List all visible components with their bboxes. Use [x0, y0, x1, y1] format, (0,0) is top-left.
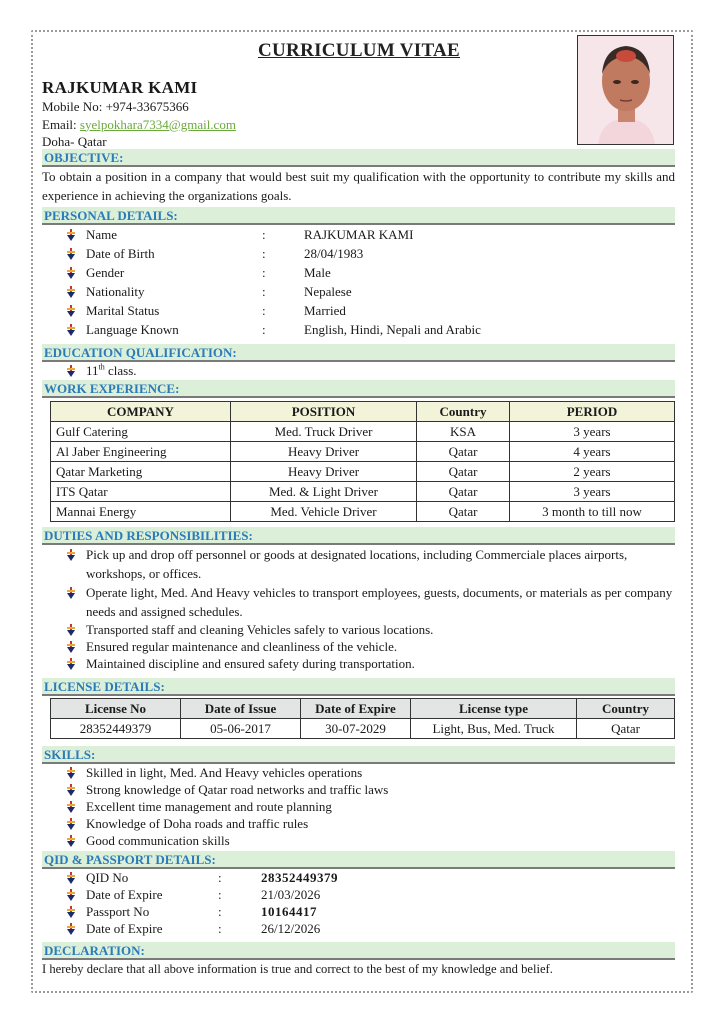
qid-passport-heading: QID & PASSPORT DETAILS: [42, 851, 675, 869]
portrait-image [578, 36, 674, 145]
document-title: CURRICULUM VITAE [258, 40, 461, 61]
bullet-arrow-icon [66, 305, 76, 317]
email-link[interactable]: syelpokhara7334@gmail.com [79, 116, 236, 132]
column-header: Country [577, 699, 675, 719]
skill-item: Good communication skills [42, 832, 675, 849]
objective-text: To obtain a position in a company that would best suit my qualification with the opportunity to contribute my skills and experience in achieving the organizations goals. [42, 169, 675, 203]
mobile-number: +974-33675366 [105, 99, 189, 114]
mobile-label: Mobile No: [42, 99, 106, 114]
bullet-arrow-icon [66, 835, 76, 847]
declaration-heading: DECLARATION: [42, 942, 675, 960]
bullet-arrow-icon [66, 906, 76, 918]
table-row: Mannai Energy Med. Vehicle Driver Qatar 3 month to till now [51, 502, 675, 522]
table-row: Gulf Catering Med. Truck Driver KSA 3 years [51, 422, 675, 442]
location: Doha- Qatar [42, 134, 107, 149]
personal-details-section [42, 207, 675, 339]
bullet-arrow-icon [66, 248, 76, 260]
duties-heading: DUTIES AND RESPONSIBILITIES: [42, 527, 675, 545]
bullet-arrow-icon [66, 889, 76, 901]
work-experience-heading: WORK EXPERIENCE: [42, 380, 675, 398]
candidate-name: RAJKUMAR KAMI [42, 78, 198, 97]
column-header: Country [417, 402, 510, 422]
personal-details-list [42, 225, 675, 339]
qid-item: Passport No : 10164417 [42, 903, 675, 920]
contact-block [42, 78, 236, 151]
bullet-arrow-icon [66, 549, 76, 561]
bullet-arrow-icon [66, 324, 76, 336]
skill-item: Strong knowledge of Qatar road networks and traffic laws [42, 781, 675, 798]
bullet-arrow-icon [66, 818, 76, 830]
bullet-arrow-icon [66, 801, 76, 813]
personal-item: Date of Birth : 28/04/1983 [42, 244, 675, 263]
duty-item: Maintained discipline and ensured safety during transportation. [42, 655, 675, 672]
duty-item: Pick up and drop off personnel or goods at designated locations, including Commerciale places airports, workshops, or offices. [42, 545, 675, 583]
skill-item: Excellent time management and route planning [42, 798, 675, 815]
column-header: POSITION [231, 402, 417, 422]
profile-photo [577, 35, 674, 145]
declaration-text: I hereby declare that all above information is true and correct to the best of my knowledge and belief. [42, 962, 553, 976]
bullet-arrow-icon [66, 923, 76, 935]
work-experience-table [50, 401, 675, 522]
column-header: License type [411, 699, 577, 719]
qid-item: QID No : 28352449379 [42, 869, 675, 886]
personal-item: Marital Status : Married [42, 301, 675, 320]
table-row: 28352449379 05-06-2017 30-07-2029 Light, Bus, Med. Truck Qatar [51, 719, 675, 739]
skill-item: Skilled in light, Med. And Heavy vehicles operations [42, 764, 675, 781]
bullet-arrow-icon [66, 767, 76, 779]
qid-item: Date of Expire : 26/12/2026 [42, 920, 675, 937]
qid-passport-section [42, 851, 675, 937]
personal-details-heading: PERSONAL DETAILS: [42, 207, 675, 225]
bullet-arrow-icon [66, 365, 76, 377]
bullet-arrow-icon [66, 587, 76, 599]
bullet-arrow-icon [66, 872, 76, 884]
table-row: ITS Qatar Med. & Light Driver Qatar 3 years [51, 482, 675, 502]
personal-item: Language Known : English, Hindi, Nepali and Arabic [42, 320, 675, 339]
license-heading: LICENSE DETAILS: [42, 678, 675, 696]
work-experience-section [42, 380, 675, 519]
table-row: Qatar Marketing Heavy Driver Qatar 2 years [51, 462, 675, 482]
column-header: Date of Expire [301, 699, 411, 719]
skills-section [42, 746, 675, 849]
qid-item: Date of Expire : 21/03/2026 [42, 886, 675, 903]
duty-item: Operate light, Med. And Heavy vehicles to transport employees, guests, documents, or materials as per company needs and assigned schedules. [42, 583, 675, 621]
bullet-arrow-icon [66, 267, 76, 279]
column-header: Date of Issue [181, 699, 301, 719]
objective-section [42, 149, 675, 205]
personal-item: Nationality : Nepalese [42, 282, 675, 301]
objective-heading: OBJECTIVE: [42, 149, 675, 167]
education-section [42, 344, 675, 379]
bullet-arrow-icon [66, 658, 76, 670]
bullet-arrow-icon [66, 229, 76, 241]
license-section [42, 678, 675, 736]
duty-item: Ensured regular maintenance and cleanliness of the vehicle. [42, 638, 675, 655]
bullet-arrow-icon [66, 286, 76, 298]
personal-item: Name : RAJKUMAR KAMI [42, 225, 675, 244]
duties-section [42, 527, 675, 672]
declaration-section [42, 942, 675, 979]
table-header-row [51, 402, 675, 422]
table-header-row [51, 699, 675, 719]
table-row: Al Jaber Engineering Heavy Driver Qatar 4 years [51, 442, 675, 462]
skill-item: Knowledge of Doha roads and traffic rules [42, 815, 675, 832]
bullet-arrow-icon [66, 784, 76, 796]
mobile-line [42, 98, 236, 116]
skills-heading: SKILLS: [42, 746, 675, 764]
column-header: License No [51, 699, 181, 719]
email-label: Email: [42, 116, 80, 132]
column-header: PERIOD [510, 402, 675, 422]
column-header: COMPANY [51, 402, 231, 422]
duty-item: Transported staff and cleaning Vehicles safely to various locations. [42, 621, 675, 638]
license-table [50, 698, 675, 739]
bullet-arrow-icon [66, 641, 76, 653]
education-item: 11th class. [42, 362, 675, 379]
email-line [42, 116, 236, 134]
education-heading: EDUCATION QUALIFICATION: [42, 344, 675, 362]
bullet-arrow-icon [66, 624, 76, 636]
personal-item: Gender : Male [42, 263, 675, 282]
